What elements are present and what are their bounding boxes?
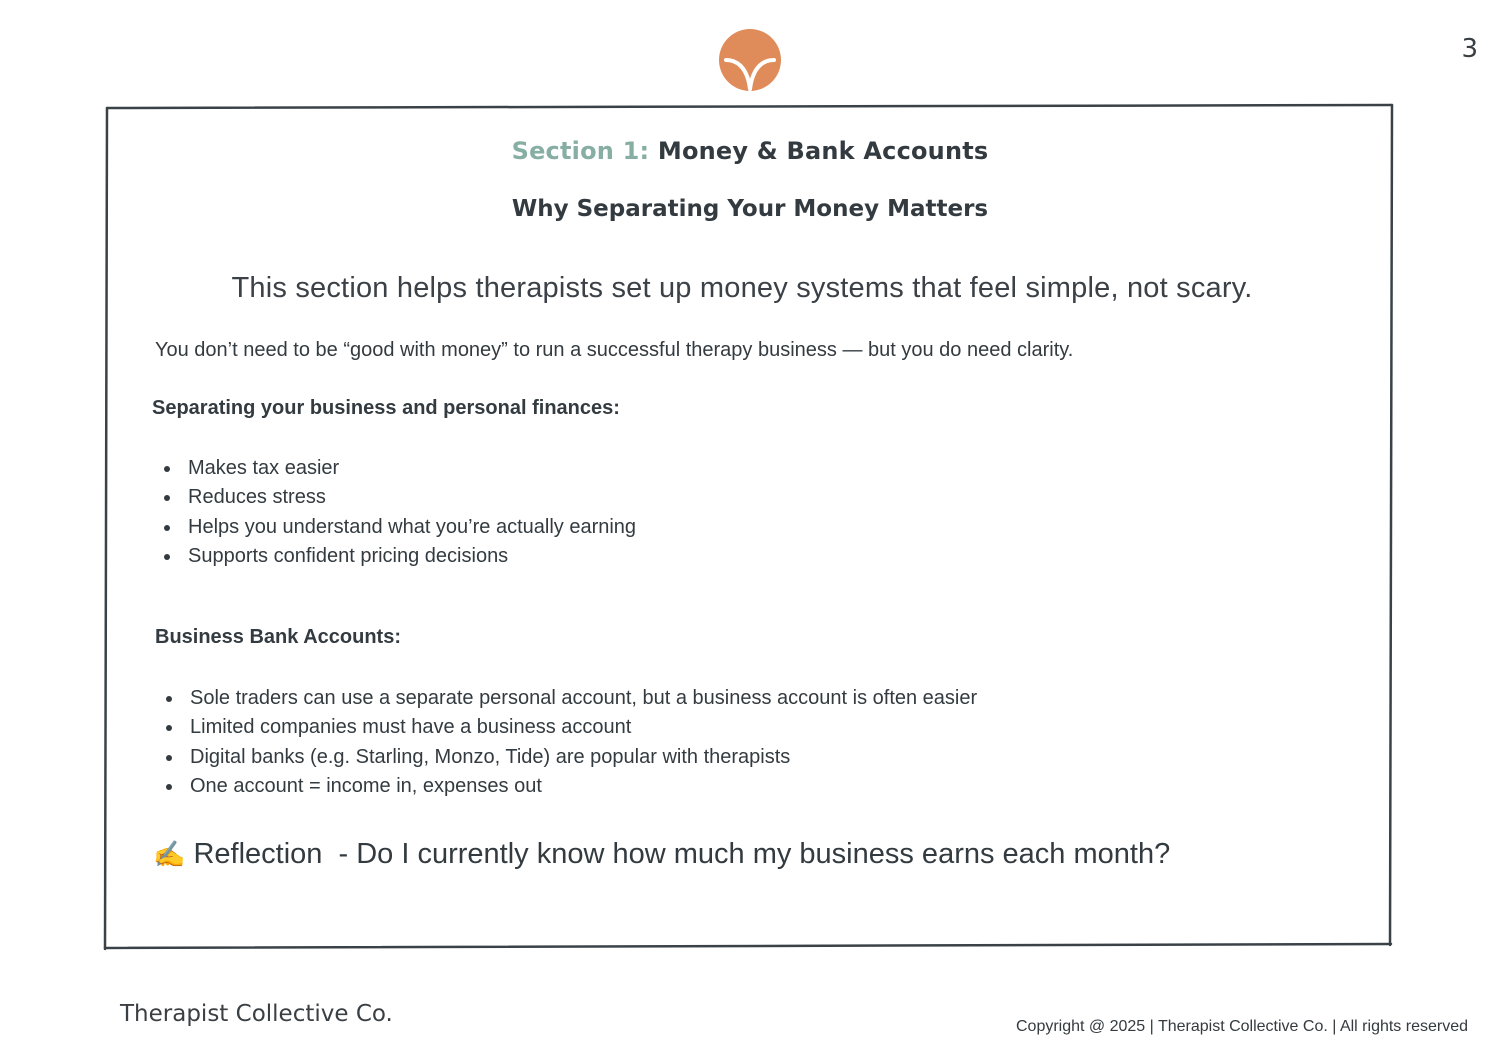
bank-accounts-list xyxy=(166,684,977,802)
list-item: Limited companies must have a business account xyxy=(166,713,977,742)
footer-copyright: Copyright @ 2025 | Therapist Collective Co. | All rights reserved xyxy=(1015,1018,1468,1035)
leaf-sprout-logo-icon xyxy=(719,29,781,91)
reflection-prompt xyxy=(153,838,1170,871)
list-item: Makes tax easier xyxy=(164,454,636,483)
footer-brand: Therapist Collective Co. xyxy=(120,1001,393,1027)
list-item: Digital banks (e.g. Starling, Monzo, Tide) are popular with therapists xyxy=(166,743,977,772)
list-item: Helps you understand what you’re actually earning xyxy=(164,513,636,542)
list-item: One account = income in, expenses out xyxy=(166,772,977,801)
separating-heading: Separating your business and personal finances: xyxy=(152,397,620,419)
list-item: Sole traders can use a separate personal account, but a business account is often easier xyxy=(166,684,977,713)
page-subtitle: Why Separating Your Money Matters xyxy=(511,196,989,222)
body-paragraph: You don’t need to be “good with money” to run a successful therapy business — but you do need clarity. xyxy=(155,339,1074,361)
page-title xyxy=(0,137,1500,165)
page-number: 3 xyxy=(1461,34,1478,64)
section-label: Section 1: xyxy=(511,137,650,165)
writing-hand-icon: ✍ xyxy=(153,839,186,869)
list-item: Supports confident pricing decisions xyxy=(164,542,636,571)
intro-text: This section helps therapists set up money systems that feel simple, not scary. xyxy=(231,272,1253,304)
separating-list xyxy=(164,454,636,572)
reflection-text: Reflection - Do I currently know how much my business earns each month? xyxy=(193,838,1171,870)
bank-accounts-heading: Business Bank Accounts: xyxy=(155,626,401,648)
list-item: Reduces stress xyxy=(164,483,636,512)
section-title: Money & Bank Accounts xyxy=(657,137,989,165)
